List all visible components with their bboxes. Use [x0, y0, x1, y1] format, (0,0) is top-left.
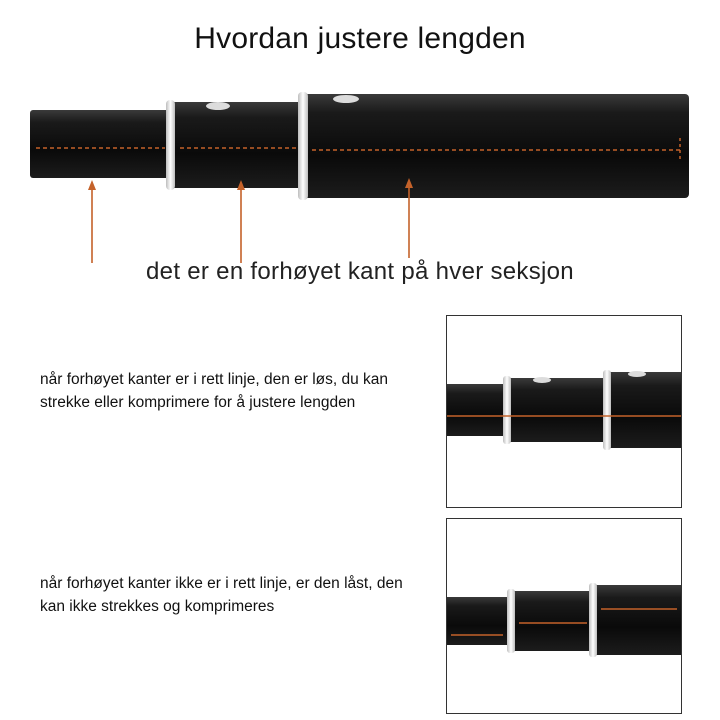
locked-description: når forhøyet kanter ikke er i rett linje, er den låst, den kan ikke strekkes og komprimeres [40, 575, 403, 615]
locked-pole-icon [447, 519, 681, 713]
pole-section-thick [303, 94, 689, 198]
pole-ring-1 [166, 100, 175, 190]
aligned-pole-icon [447, 316, 681, 507]
page-title: Hvordan justere lengden [194, 22, 526, 55]
locked-photo [446, 518, 682, 714]
pole-section-middle [170, 102, 305, 188]
aligned-description: når forhøyet kanter er i rett linje, den er løs, du kan strekke eller komprimere for å justere lengden [40, 371, 389, 411]
section-caption: det er en forhøyet kant på hver seksjon [146, 258, 574, 285]
pole-ring-2 [298, 92, 308, 200]
aligned-photo [446, 315, 682, 508]
telescopic-pole-icon [0, 78, 720, 278]
pole-section-thin [30, 110, 175, 178]
pole-illustration [0, 78, 720, 278]
